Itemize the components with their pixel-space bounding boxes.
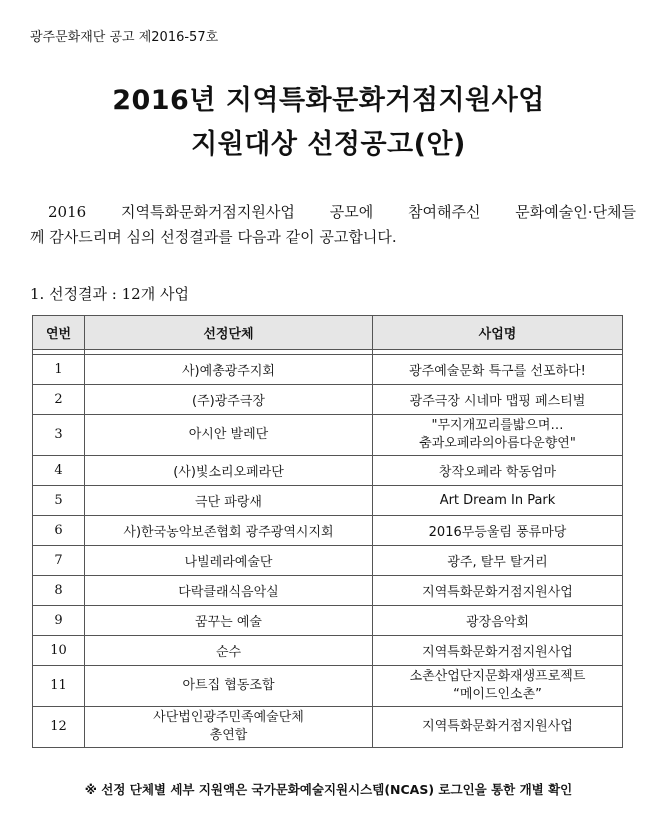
table-row bbox=[33, 385, 623, 415]
table-header-row bbox=[33, 316, 623, 350]
row-number: 4 bbox=[33, 456, 85, 486]
organization-cell bbox=[85, 516, 373, 546]
project-line: 지역특화문화거점지원사업 bbox=[422, 719, 573, 734]
row-number: 10 bbox=[33, 636, 85, 666]
project-line: 지역특화문화거점지원사업 bbox=[422, 645, 573, 660]
table-row bbox=[33, 666, 623, 707]
table-row bbox=[33, 576, 623, 606]
project-line: “메이드인소촌” bbox=[453, 687, 542, 702]
table-row bbox=[33, 415, 623, 456]
organization-line: 사단법인광주민족예술단체 bbox=[153, 710, 304, 725]
project-line: 광주예술문화 특구를 선포하다! bbox=[409, 364, 586, 379]
project-cell bbox=[373, 606, 623, 636]
intro-paragraph bbox=[30, 200, 636, 250]
organization-cell bbox=[85, 546, 373, 576]
organization-line: (사)빛소리오페라단 bbox=[173, 465, 284, 480]
organization-cell bbox=[85, 707, 373, 748]
project-cell bbox=[373, 486, 623, 516]
table-row bbox=[33, 486, 623, 516]
footnote: ※ 선정 단체별 세부 지원액은 국가문화예술지원시스템(NCAS) 로그인을 통한 개별 확인 bbox=[84, 782, 573, 797]
selection-results-table bbox=[32, 315, 623, 748]
organization-cell bbox=[85, 486, 373, 516]
organization-cell bbox=[85, 636, 373, 666]
organization-cell bbox=[85, 385, 373, 415]
project-line: "무지개꼬리를밟으며… bbox=[431, 418, 564, 433]
table-body bbox=[33, 350, 623, 748]
table-row bbox=[33, 456, 623, 486]
project-cell bbox=[373, 355, 623, 385]
project-line: 창작오페라 학동엄마 bbox=[438, 465, 557, 480]
intro-line-1: 2016 지역특화문화거점지원사업 공모에 참여해주신 문화예술인·단체들 bbox=[48, 203, 636, 221]
project-cell bbox=[373, 707, 623, 748]
organization-line: 총연합 bbox=[209, 728, 248, 743]
project-cell bbox=[373, 516, 623, 546]
project-cell bbox=[373, 666, 623, 707]
row-number: 12 bbox=[33, 707, 85, 748]
row-number: 6 bbox=[33, 516, 85, 546]
table-row bbox=[33, 546, 623, 576]
project-line: 소촌산업단지문화재생프로젝트 bbox=[409, 669, 586, 684]
project-cell bbox=[373, 456, 623, 486]
header-organization: 선정단체 bbox=[85, 316, 373, 350]
page-title-line1: 2016년 지역특화문화거점지원사업 bbox=[112, 85, 545, 116]
project-line: 지역특화문화거점지원사업 bbox=[422, 585, 573, 600]
project-cell bbox=[373, 546, 623, 576]
table-row bbox=[33, 606, 623, 636]
table-row bbox=[33, 355, 623, 385]
row-number: 5 bbox=[33, 486, 85, 516]
organization-line: 꿈꾸는 예술 bbox=[195, 615, 262, 630]
project-line: 춤과오페라의아름다운향연" bbox=[419, 436, 576, 451]
project-cell bbox=[373, 415, 623, 456]
organization-cell bbox=[85, 606, 373, 636]
project-line: 광주, 탈무 탈거리 bbox=[447, 555, 548, 570]
row-number: 11 bbox=[33, 666, 85, 707]
row-number: 1 bbox=[33, 355, 85, 385]
organization-line: (주)광주극장 bbox=[192, 394, 265, 409]
organization-line: 순수 bbox=[215, 645, 242, 660]
row-number: 7 bbox=[33, 546, 85, 576]
row-number: 3 bbox=[33, 415, 85, 456]
table-row bbox=[33, 516, 623, 546]
project-line: 광장음악회 bbox=[466, 615, 529, 630]
organization-line: 다락클래식음악실 bbox=[178, 585, 279, 600]
organization-line: 아트집 협동조합 bbox=[182, 678, 275, 693]
organization-line: 사)예총광주지회 bbox=[182, 364, 275, 379]
row-number: 2 bbox=[33, 385, 85, 415]
table-row bbox=[33, 636, 623, 666]
organization-cell bbox=[85, 456, 373, 486]
organization-line: 극단 파랑새 bbox=[195, 495, 262, 510]
section-heading: 1. 선정결과 : 12개 사업 bbox=[30, 285, 189, 303]
organization-cell bbox=[85, 576, 373, 606]
project-cell bbox=[373, 385, 623, 415]
organization-cell bbox=[85, 415, 373, 456]
project-cell bbox=[373, 636, 623, 666]
row-number: 9 bbox=[33, 606, 85, 636]
row-number: 8 bbox=[33, 576, 85, 606]
project-line: Art Dream In Park bbox=[439, 493, 556, 508]
project-line: 2016무등울림 풍류마당 bbox=[428, 525, 567, 540]
notice-number: 광주문화재단 공고 제2016-57호 bbox=[30, 30, 219, 45]
intro-line-2: 께 감사드리며 심의 선정결과를 다음과 같이 공고합니다. bbox=[30, 228, 397, 246]
table-row bbox=[33, 707, 623, 748]
organization-line: 아시안 발레단 bbox=[188, 427, 269, 442]
organization-cell bbox=[85, 355, 373, 385]
header-no: 연번 bbox=[33, 316, 85, 350]
project-cell bbox=[373, 576, 623, 606]
project-line: 광주극장 시네마 맵핑 페스티벌 bbox=[409, 394, 586, 409]
page-title-line2: 지원대상 선정공고(안) bbox=[191, 129, 466, 160]
organization-line: 나빌레라예술단 bbox=[184, 555, 273, 570]
organization-cell bbox=[85, 666, 373, 707]
organization-line: 사)한국농악보존협회 광주광역시지회 bbox=[123, 525, 334, 540]
header-project: 사업명 bbox=[373, 316, 623, 350]
